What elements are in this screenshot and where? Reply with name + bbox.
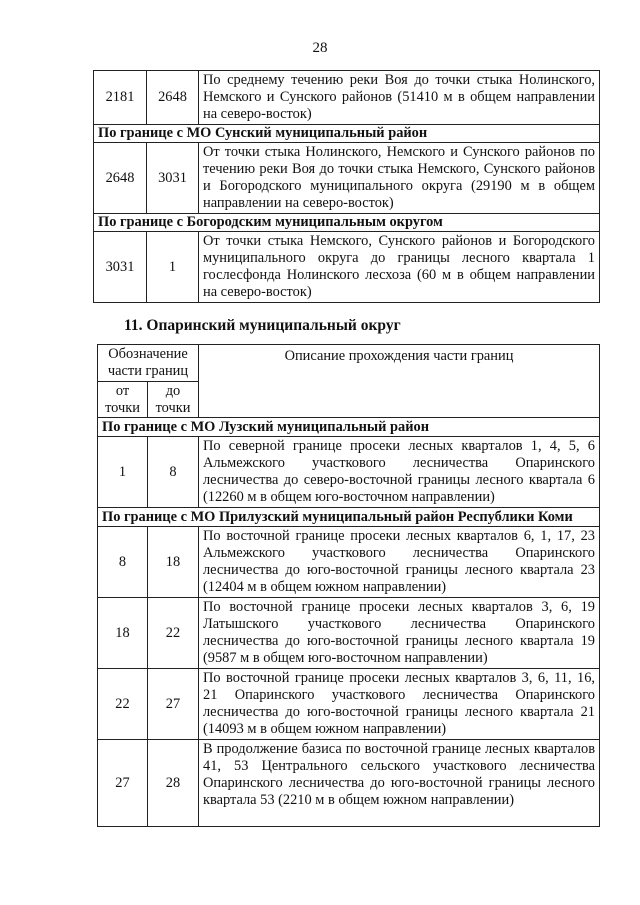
description-cell: По восточной границе просеки лесных кварталов 6, 1, 17, 23 Альмежского участкового лесничества Опаринского лесничества до юго-восточной границы лесного квартала 23 (12404 м в общем южном направлении) <box>199 527 600 598</box>
from-point-cell: 27 <box>98 740 148 827</box>
header-to-point: до точки <box>148 382 199 418</box>
description-cell: В продолжение базиса по восточной границе лесных кварталов 41, 53 Центрального сельского участкового лесничества Опаринского лесничества до юго-восточной границы лесного квартала 53 (2210 м в общем южном направлении) <box>199 740 600 827</box>
section-row <box>94 214 600 232</box>
from-point-cell: 3031 <box>94 232 147 303</box>
section-heading: 11. Опаринский муниципальный округ <box>124 317 401 334</box>
to-point-cell: 27 <box>148 669 199 740</box>
description-cell: По восточной границе просеки лесных кварталов 3, 6, 19 Латышского участкового лесничества Опаринского лесничества до юго-восточной границы лесного квартала 19 (9587 м в общем юго-восточном направлении) <box>199 598 600 669</box>
description-cell: По северной границе просеки лесных кварталов 1, 4, 5, 6 Альмежского участкового лесничества Опаринского лесничества до северо-восточной границы лесного квартала 6 (12260 м в общем юго-восточном направлении) <box>199 437 600 508</box>
to-point-cell: 2648 <box>147 71 199 125</box>
header-from-point: от точки <box>98 382 148 418</box>
boundary-table <box>97 344 600 827</box>
section-row <box>94 125 600 143</box>
from-point-cell: 2181 <box>94 71 147 125</box>
description-cell: От точки стыка Немского, Сунского районов и Богородского муниципального округа до границы лесного квартала 1 гослесфонда Нолинского лесхоза (60 м в общем направлении на северо-восток) <box>199 232 600 303</box>
to-point-cell: 1 <box>147 232 199 303</box>
table-row <box>94 71 600 125</box>
description-cell: По восточной границе просеки лесных кварталов 3, 6, 11, 16, 21 Опаринского участкового лесничества Опаринского лесничества до юго-восточной границы лесного квартала 21 (14093 м в общем южном направлении) <box>199 669 600 740</box>
to-point-cell: 18 <box>148 527 199 598</box>
section-row <box>98 418 600 437</box>
section-title: По границе с МО Сунский муниципальный район <box>94 125 600 143</box>
boundary-table-continued <box>93 70 600 303</box>
from-point-cell: 1 <box>98 437 148 508</box>
to-point-cell: 8 <box>148 437 199 508</box>
description-cell: От точки стыка Нолинского, Немского и Сунского районов по течению реки Воя до точки стыка Немского, Сунского районов и Богородского муниципального округа (29190 м в общем направлении на северо-восток) <box>199 143 600 214</box>
table-row <box>98 740 600 827</box>
table-row <box>98 527 600 598</box>
from-point-cell: 8 <box>98 527 148 598</box>
table-header-row <box>98 345 600 382</box>
to-point-cell: 28 <box>148 740 199 827</box>
table-row <box>94 232 600 303</box>
table-row <box>98 669 600 740</box>
header-boundary-designation: Обозначение части границ <box>98 345 199 382</box>
page-number: 28 <box>312 40 328 56</box>
description-cell: По среднему течению реки Воя до точки стыка Нолинского, Немского и Сунского районов (51410 м в общем направлении на северо-восток) <box>199 71 600 125</box>
table-row <box>98 437 600 508</box>
section-title: По границе с Богородским муниципальным округом <box>94 214 600 232</box>
from-point-cell: 18 <box>98 598 148 669</box>
section-row <box>98 508 600 527</box>
from-point-cell: 22 <box>98 669 148 740</box>
section-title: По границе с МО Лузский муниципальный район <box>98 418 600 437</box>
section-title: По границе с МО Прилузский муниципальный район Республики Коми <box>98 508 600 527</box>
to-point-cell: 3031 <box>147 143 199 214</box>
header-description: Описание прохождения части границ <box>199 345 600 418</box>
from-point-cell: 2648 <box>94 143 147 214</box>
table-row <box>94 143 600 214</box>
to-point-cell: 22 <box>148 598 199 669</box>
table-row <box>98 598 600 669</box>
